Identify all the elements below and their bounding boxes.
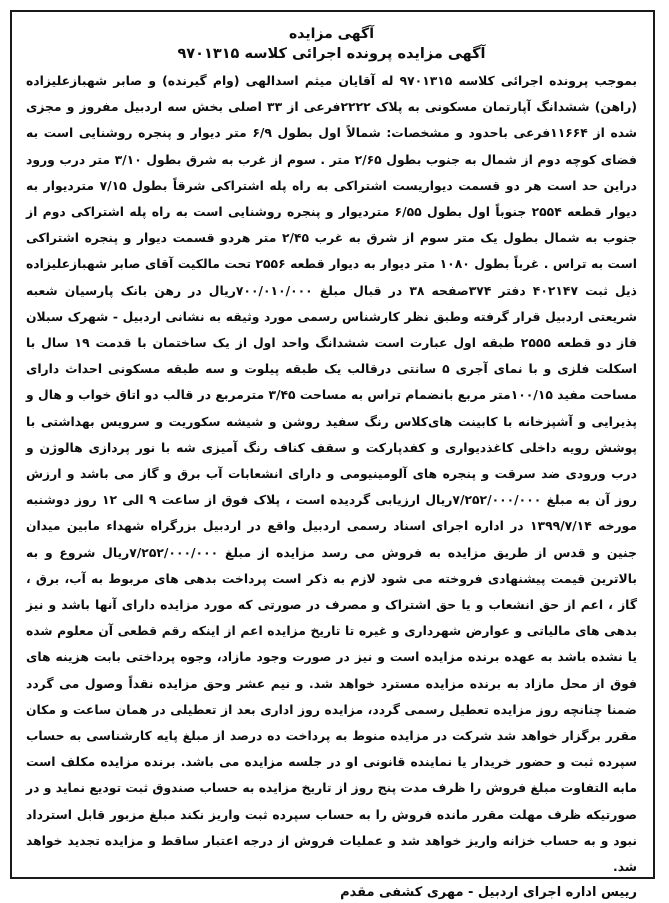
notice-signature: رییس اداره اجرای اردبیل - مهری کشفی مقدم — [340, 885, 637, 901]
notice-subtitle: آگهی مزایده پرونده اجرائی کلاسه ۹۷۰۱۳۱۵ — [177, 46, 486, 62]
auction-notice — [10, 10, 655, 901]
notice-body: بموجب پرونده اجرائی کلاسه ۹۷۰۱۳۱۵ له آقایان میثم اسدالهی (وام گیرنده) و صابر شهبازعلیزاده (راهن) ششدانگ آپارتمان مسکونی به پلاک ۲۲۲۲فرعی از ۳۳ اصلی بخش سه اردبیل مفروز و مجزی شده از ۱۱۶۶۴فرعی باحدود و مشخصات: شمالاً اول بطول ۶/۹ متر دیوار و پنجره روشنایی است به فضای کوچه دوم از شمال به جنوب بطول ۲/۶۵ متر . سوم از غرب به شرق بطول ۳/۱۰ متر درب ورود دراین حد است هر دو قسمت دیواریست اشتراکی به راه پله اشتراکی شرقاً بطول ۷/۱۵ متردیوار به دیوار قطعه ۲۵۵۴ جنوباً اول بطول ۶/۵۵ متردیوار و پنجره روشنایی است به راه پله اشتراکی دوم از جنوب به شمال بطول یک متر سوم از شرق به غرب ۲/۴۵ متر هردو قسمت دیوار و پنجره اشتراکی است به تراس . غرباً بطول ۱۰۸۰ متر دیوار به دیوار قطعه ۲۵۵۶ تحت مالکیت آقای صابر شهبازعلیزاده ذیل ثبت ۴۰۲۱۴۷ دفتر ۳۷۴صفحه ۳۸ در قبال مبلغ ۷۰۰/۰۱۰/۰۰۰ریال در رهن بانک پارسیان شعبه شریعتی اردبیل قرار گرفته وطبق نظر کارشناس رسمی مورد وثیقه به نشانی اردبیل - شهرک سبلان فاز دو قطعه ۲۵۵۵ طبقه اول عبارت است ششدانگ واحد اول از یک ساختمان با قدمت ۱۹ سال با اسکلت فلزی و با نمای آجری ۵ سانتی درقالب یک طبقه پیلوت و سه طبقه مسکونی احداث دارای مساحت مفید ۱۰۰/۱۵متر مربع بانضمام تراس به مساحت ۳/۴۵ مترمربع در قالب دو اتاق خواب و هال و پذیرایی و آشپزخانه با کابینت های‌کلاس رنگ سفید روشن و شیشه سکوریت و سرویس بهداشتی با پوشش رویه داخلی کاغذدیواری و کفدپارکت و سقف کناف رنگ آمیزی شه با نور پردازی هالوژن و درب ورودی ضد سرقت و پنجره های آلومینیومی و دارای انشعابات آب برق و گاز می باشد و ارزش روز آن به مبلغ ۷/۲۵۲/۰۰۰/۰۰۰ریال ارزیابی گردیده است ، پلاک فوق از ساعت ۹ الی ۱۲ روز دوشنبه مورخه ۱۳۹۹/۷/۱۴ در اداره اجرای اسناد رسمی اردبیل واقع در اردبیل بزرگراه شهداء مابین میدان جنین و قدس از طریق مزایده به فروش می رسد مزایده از مبلغ ۷/۲۵۲/۰۰۰/۰۰۰ریال شروع و به بالاترین قیمت پیشنهادی فروخته می شود لازم به ذکر است پرداخت بدهی های مربوط به آب، برق ، گاز ، اعم از حق انشعاب و یا حق اشتراک و مصرف در صورتی که مورد مزایده دارای آنها باشد و نیز بدهی های مالیاتی و عوارض شهرداری و غیره تا تاریخ مزایده اعم از اینکه رقم قطعی آن معلوم شده یا نشده باشد به عهده برنده مزایده است و نیز در صورت وجود مازاد، وجوه پرداختی بابت هزینه های فوق از محل مازاد به برنده مزایده مسترد خواهد شد. و نیم عشر وحق مزایده نقداً وصول می گردد ضمنا چنانچه روز مزایده تعطیل رسمی گردد، مزایده روز اداری بعد از تعطیلی در همان ساعت و مکان مقرر برگزار خواهد شد شرکت در مزایده منوط به پرداخت ده درصد از مبلغ پایه کارشناسی به حساب سپرده ثبت و حضور خریدار یا نماینده قانونی او در جلسه مزایده می باشد. برنده مزایده مکلف است مابه التفاوت مبلغ فروش را ظرف مدت پنج روز از تاریخ مزایده به حساب صندوق ثبت تودیع نماید و در صورتیکه ظرف مهلت مقرر مانده فروش را به حساب سپرده ثبت واریز نکند مبلغ مزبور قابل استرداد نبود و به حساب خزانه واریز خواهد شد و عملیات فروش از درجه اعتبار ساقط و مزایده تجدید خواهد شد. — [26, 74, 638, 875]
notice-title: آگهی مزایده — [288, 26, 374, 42]
